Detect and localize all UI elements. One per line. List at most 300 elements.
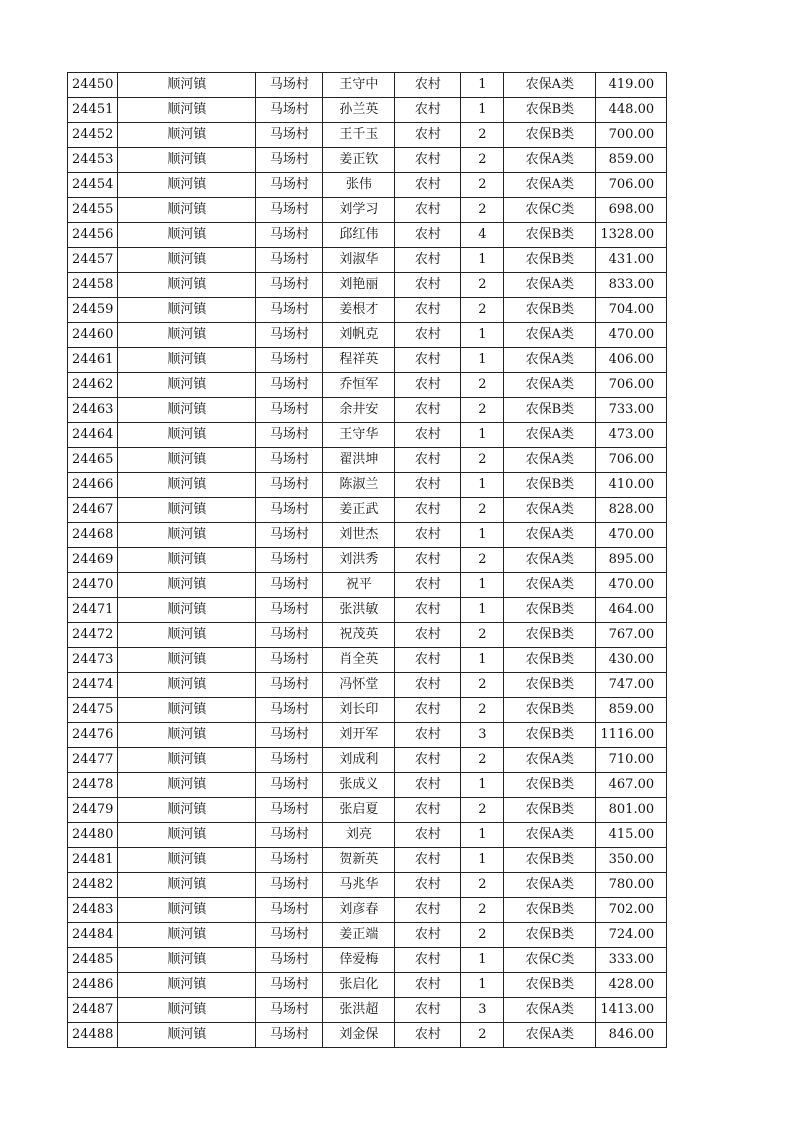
town-cell: 顺河镇 [118,148,256,173]
town-cell: 顺河镇 [118,998,256,1023]
record-id-cell: 24481 [68,848,118,873]
area-type-cell: 农村 [395,698,461,723]
amount-cell: 430.00 [596,648,667,673]
table-row [68,73,667,98]
person-name-cell: 张伟 [323,173,395,198]
area-type-cell: 农村 [395,798,461,823]
insurance-class-cell: 农保A类 [504,273,596,298]
town-cell: 顺河镇 [118,1023,256,1048]
insurance-class-cell: 农保B类 [504,798,596,823]
household-count-cell: 2 [461,273,504,298]
area-type-cell: 农村 [395,98,461,123]
area-type-cell: 农村 [395,348,461,373]
household-count-cell: 2 [461,673,504,698]
record-id-cell: 24477 [68,748,118,773]
area-type-cell: 农村 [395,773,461,798]
table-row [68,1023,667,1048]
village-cell: 马场村 [256,148,323,173]
town-cell: 顺河镇 [118,573,256,598]
household-count-cell: 1 [461,948,504,973]
table-row [68,173,667,198]
table-row [68,423,667,448]
town-cell: 顺河镇 [118,973,256,998]
area-type-cell: 农村 [395,873,461,898]
table-body [68,73,667,1048]
town-cell: 顺河镇 [118,248,256,273]
area-type-cell: 农村 [395,598,461,623]
table-row [68,198,667,223]
amount-cell: 415.00 [596,823,667,848]
area-type-cell: 农村 [395,148,461,173]
household-count-cell: 2 [461,798,504,823]
person-name-cell: 刘艳丽 [323,273,395,298]
town-cell: 顺河镇 [118,398,256,423]
insurance-class-cell: 农保B类 [504,848,596,873]
town-cell: 顺河镇 [118,873,256,898]
amount-cell: 410.00 [596,473,667,498]
household-count-cell: 1 [461,773,504,798]
area-type-cell: 农村 [395,998,461,1023]
table-row [68,398,667,423]
area-type-cell: 农村 [395,923,461,948]
village-cell: 马场村 [256,98,323,123]
table-row [68,123,667,148]
record-id-cell: 24461 [68,348,118,373]
record-id-cell: 24480 [68,823,118,848]
insurance-class-cell: 农保A类 [504,523,596,548]
table-row [68,148,667,173]
table-row [68,98,667,123]
insurance-class-cell: 农保B类 [504,923,596,948]
insurance-class-cell: 农保A类 [504,173,596,198]
insurance-class-cell: 农保B类 [504,248,596,273]
record-id-cell: 24453 [68,148,118,173]
amount-cell: 431.00 [596,248,667,273]
person-name-cell: 程祥英 [323,348,395,373]
insurance-class-cell: 农保C类 [504,948,596,973]
area-type-cell: 农村 [395,123,461,148]
person-name-cell: 刘世杰 [323,523,395,548]
person-name-cell: 刘帆克 [323,323,395,348]
insurance-class-cell: 农保B类 [504,473,596,498]
household-count-cell: 2 [461,923,504,948]
table-row [68,873,667,898]
record-id-cell: 24484 [68,923,118,948]
area-type-cell: 农村 [395,298,461,323]
household-count-cell: 2 [461,298,504,323]
person-name-cell: 余井安 [323,398,395,423]
amount-cell: 702.00 [596,898,667,923]
record-id-cell: 24455 [68,198,118,223]
person-name-cell: 刘成利 [323,748,395,773]
insurance-class-cell: 农保A类 [504,423,596,448]
amount-cell: 706.00 [596,373,667,398]
person-name-cell: 翟洪坤 [323,448,395,473]
area-type-cell: 农村 [395,523,461,548]
village-cell: 马场村 [256,548,323,573]
town-cell: 顺河镇 [118,673,256,698]
household-count-cell: 2 [461,748,504,773]
insurance-class-cell: 农保B类 [504,673,596,698]
insurance-class-cell: 农保A类 [504,873,596,898]
town-cell: 顺河镇 [118,848,256,873]
record-id-cell: 24457 [68,248,118,273]
village-cell: 马场村 [256,748,323,773]
village-cell: 马场村 [256,173,323,198]
person-name-cell: 邱红伟 [323,223,395,248]
household-count-cell: 1 [461,323,504,348]
household-count-cell: 2 [461,173,504,198]
household-count-cell: 2 [461,398,504,423]
household-count-cell: 2 [461,898,504,923]
area-type-cell: 农村 [395,498,461,523]
town-cell: 顺河镇 [118,173,256,198]
village-cell: 马场村 [256,873,323,898]
amount-cell: 859.00 [596,148,667,173]
village-cell: 马场村 [256,573,323,598]
insurance-class-cell: 农保B类 [504,123,596,148]
town-cell: 顺河镇 [118,98,256,123]
person-name-cell: 贺新英 [323,848,395,873]
household-count-cell: 1 [461,573,504,598]
record-id-cell: 24473 [68,648,118,673]
town-cell: 顺河镇 [118,648,256,673]
town-cell: 顺河镇 [118,273,256,298]
insurance-class-cell: 农保B类 [504,398,596,423]
table-row [68,448,667,473]
village-cell: 马场村 [256,498,323,523]
record-id-cell: 24475 [68,698,118,723]
record-id-cell: 24485 [68,948,118,973]
town-cell: 顺河镇 [118,448,256,473]
record-id-cell: 24463 [68,398,118,423]
person-name-cell: 刘开军 [323,723,395,748]
person-name-cell: 刘金保 [323,1023,395,1048]
record-id-cell: 24487 [68,998,118,1023]
data-table [67,72,667,1048]
table-row [68,923,667,948]
person-name-cell: 王守华 [323,423,395,448]
town-cell: 顺河镇 [118,948,256,973]
amount-cell: 419.00 [596,73,667,98]
village-cell: 马场村 [256,798,323,823]
record-id-cell: 24456 [68,223,118,248]
village-cell: 马场村 [256,473,323,498]
amount-cell: 706.00 [596,173,667,198]
area-type-cell: 农村 [395,73,461,98]
household-count-cell: 1 [461,98,504,123]
village-cell: 马场村 [256,598,323,623]
town-cell: 顺河镇 [118,498,256,523]
household-count-cell: 1 [461,823,504,848]
insurance-class-cell: 农保A类 [504,748,596,773]
village-cell: 马场村 [256,298,323,323]
amount-cell: 706.00 [596,448,667,473]
amount-cell: 733.00 [596,398,667,423]
village-cell: 马场村 [256,673,323,698]
area-type-cell: 农村 [395,548,461,573]
town-cell: 顺河镇 [118,798,256,823]
table-row [68,823,667,848]
village-cell: 马场村 [256,398,323,423]
town-cell: 顺河镇 [118,73,256,98]
area-type-cell: 农村 [395,448,461,473]
person-name-cell: 冯怀堂 [323,673,395,698]
household-count-cell: 1 [461,598,504,623]
record-id-cell: 24486 [68,973,118,998]
household-count-cell: 1 [461,473,504,498]
person-name-cell: 张洪超 [323,998,395,1023]
household-count-cell: 2 [461,873,504,898]
amount-cell: 464.00 [596,598,667,623]
insurance-class-cell: 农保B类 [504,648,596,673]
household-count-cell: 2 [461,1023,504,1048]
amount-cell: 710.00 [596,748,667,773]
village-cell: 马场村 [256,348,323,373]
amount-cell: 467.00 [596,773,667,798]
village-cell: 马场村 [256,73,323,98]
insurance-class-cell: 农保A类 [504,448,596,473]
person-name-cell: 陈淑兰 [323,473,395,498]
household-count-cell: 2 [461,148,504,173]
table-row [68,348,667,373]
insurance-class-cell: 农保A类 [504,823,596,848]
table-row [68,673,667,698]
person-name-cell: 倖爱梅 [323,948,395,973]
person-name-cell: 刘彦春 [323,898,395,923]
village-cell: 马场村 [256,523,323,548]
insurance-class-cell: 农保B类 [504,723,596,748]
household-count-cell: 2 [461,373,504,398]
table-row [68,698,667,723]
village-cell: 马场村 [256,948,323,973]
amount-cell: 704.00 [596,298,667,323]
amount-cell: 333.00 [596,948,667,973]
person-name-cell: 张启夏 [323,798,395,823]
table-row [68,773,667,798]
amount-cell: 700.00 [596,123,667,148]
amount-cell: 780.00 [596,873,667,898]
amount-cell: 1328.00 [596,223,667,248]
table-row [68,373,667,398]
town-cell: 顺河镇 [118,473,256,498]
insurance-class-cell: 农保A类 [504,348,596,373]
person-name-cell: 姜正钦 [323,148,395,173]
town-cell: 顺河镇 [118,373,256,398]
village-cell: 马场村 [256,423,323,448]
town-cell: 顺河镇 [118,773,256,798]
household-count-cell: 2 [461,198,504,223]
record-id-cell: 24479 [68,798,118,823]
area-type-cell: 农村 [395,323,461,348]
town-cell: 顺河镇 [118,898,256,923]
record-id-cell: 24454 [68,173,118,198]
village-cell: 马场村 [256,1023,323,1048]
person-name-cell: 刘洪秀 [323,548,395,573]
table-row [68,498,667,523]
person-name-cell: 王守中 [323,73,395,98]
table-row [68,298,667,323]
amount-cell: 698.00 [596,198,667,223]
town-cell: 顺河镇 [118,198,256,223]
household-count-cell: 2 [461,123,504,148]
household-count-cell: 2 [461,448,504,473]
amount-cell: 828.00 [596,498,667,523]
record-id-cell: 24460 [68,323,118,348]
area-type-cell: 农村 [395,748,461,773]
person-name-cell: 刘亮 [323,823,395,848]
village-cell: 马场村 [256,698,323,723]
area-type-cell: 农村 [395,648,461,673]
town-cell: 顺河镇 [118,748,256,773]
household-count-cell: 4 [461,223,504,248]
area-type-cell: 农村 [395,848,461,873]
town-cell: 顺河镇 [118,223,256,248]
person-name-cell: 张启化 [323,973,395,998]
table-row [68,573,667,598]
table-row [68,273,667,298]
insurance-class-cell: 农保B类 [504,223,596,248]
insurance-class-cell: 农保B类 [504,773,596,798]
village-cell: 马场村 [256,823,323,848]
village-cell: 马场村 [256,898,323,923]
insurance-class-cell: 农保C类 [504,198,596,223]
amount-cell: 833.00 [596,273,667,298]
insurance-class-cell: 农保B类 [504,623,596,648]
town-cell: 顺河镇 [118,523,256,548]
record-id-cell: 24458 [68,273,118,298]
person-name-cell: 孙兰英 [323,98,395,123]
record-id-cell: 24478 [68,773,118,798]
record-id-cell: 24462 [68,373,118,398]
household-count-cell: 1 [461,523,504,548]
insurance-class-cell: 农保A类 [504,148,596,173]
village-cell: 马场村 [256,648,323,673]
village-cell: 马场村 [256,248,323,273]
insurance-class-cell: 农保A类 [504,373,596,398]
household-count-cell: 2 [461,698,504,723]
town-cell: 顺河镇 [118,623,256,648]
village-cell: 马场村 [256,123,323,148]
record-id-cell: 24452 [68,123,118,148]
table-row [68,523,667,548]
person-name-cell: 乔恒军 [323,373,395,398]
village-cell: 马场村 [256,623,323,648]
village-cell: 马场村 [256,848,323,873]
person-name-cell: 王千玉 [323,123,395,148]
town-cell: 顺河镇 [118,598,256,623]
household-count-cell: 1 [461,648,504,673]
record-id-cell: 24451 [68,98,118,123]
record-id-cell: 24474 [68,673,118,698]
insurance-class-cell: 农保B类 [504,898,596,923]
household-count-cell: 1 [461,423,504,448]
record-id-cell: 24483 [68,898,118,923]
amount-cell: 448.00 [596,98,667,123]
amount-cell: 470.00 [596,323,667,348]
table-row [68,648,667,673]
area-type-cell: 农村 [395,973,461,998]
record-id-cell: 24459 [68,298,118,323]
household-count-cell: 2 [461,548,504,573]
amount-cell: 895.00 [596,548,667,573]
amount-cell: 1413.00 [596,998,667,1023]
town-cell: 顺河镇 [118,823,256,848]
insurance-class-cell: 农保B类 [504,98,596,123]
insurance-class-cell: 农保A类 [504,1023,596,1048]
town-cell: 顺河镇 [118,423,256,448]
area-type-cell: 农村 [395,573,461,598]
record-id-cell: 24471 [68,598,118,623]
village-cell: 马场村 [256,923,323,948]
table-row [68,848,667,873]
village-cell: 马场村 [256,198,323,223]
insurance-class-cell: 农保B类 [504,598,596,623]
town-cell: 顺河镇 [118,323,256,348]
area-type-cell: 农村 [395,473,461,498]
town-cell: 顺河镇 [118,923,256,948]
town-cell: 顺河镇 [118,698,256,723]
village-cell: 马场村 [256,323,323,348]
table-row [68,798,667,823]
area-type-cell: 农村 [395,273,461,298]
amount-cell: 428.00 [596,973,667,998]
area-type-cell: 农村 [395,673,461,698]
area-type-cell: 农村 [395,1023,461,1048]
amount-cell: 747.00 [596,673,667,698]
table-row [68,223,667,248]
amount-cell: 846.00 [596,1023,667,1048]
record-id-cell: 24467 [68,498,118,523]
insurance-class-cell: 农保A类 [504,548,596,573]
table-row [68,898,667,923]
record-id-cell: 24466 [68,473,118,498]
insurance-class-cell: 农保B类 [504,298,596,323]
person-name-cell: 祝平 [323,573,395,598]
record-id-cell: 24472 [68,623,118,648]
table-row [68,623,667,648]
area-type-cell: 农村 [395,398,461,423]
amount-cell: 473.00 [596,423,667,448]
insurance-class-cell: 农保A类 [504,323,596,348]
household-count-cell: 1 [461,973,504,998]
record-id-cell: 24476 [68,723,118,748]
table-row [68,548,667,573]
amount-cell: 406.00 [596,348,667,373]
area-type-cell: 农村 [395,823,461,848]
table-row [68,973,667,998]
village-cell: 马场村 [256,998,323,1023]
amount-cell: 470.00 [596,523,667,548]
table-row [68,998,667,1023]
amount-cell: 859.00 [596,698,667,723]
area-type-cell: 农村 [395,623,461,648]
amount-cell: 801.00 [596,798,667,823]
person-name-cell: 姜正武 [323,498,395,523]
amount-cell: 470.00 [596,573,667,598]
record-id-cell: 24469 [68,548,118,573]
village-cell: 马场村 [256,373,323,398]
village-cell: 马场村 [256,973,323,998]
record-id-cell: 24488 [68,1023,118,1048]
household-count-cell: 3 [461,998,504,1023]
person-name-cell: 马兆华 [323,873,395,898]
record-id-cell: 24468 [68,523,118,548]
town-cell: 顺河镇 [118,298,256,323]
area-type-cell: 农村 [395,223,461,248]
insurance-class-cell: 农保A类 [504,498,596,523]
record-id-cell: 24482 [68,873,118,898]
